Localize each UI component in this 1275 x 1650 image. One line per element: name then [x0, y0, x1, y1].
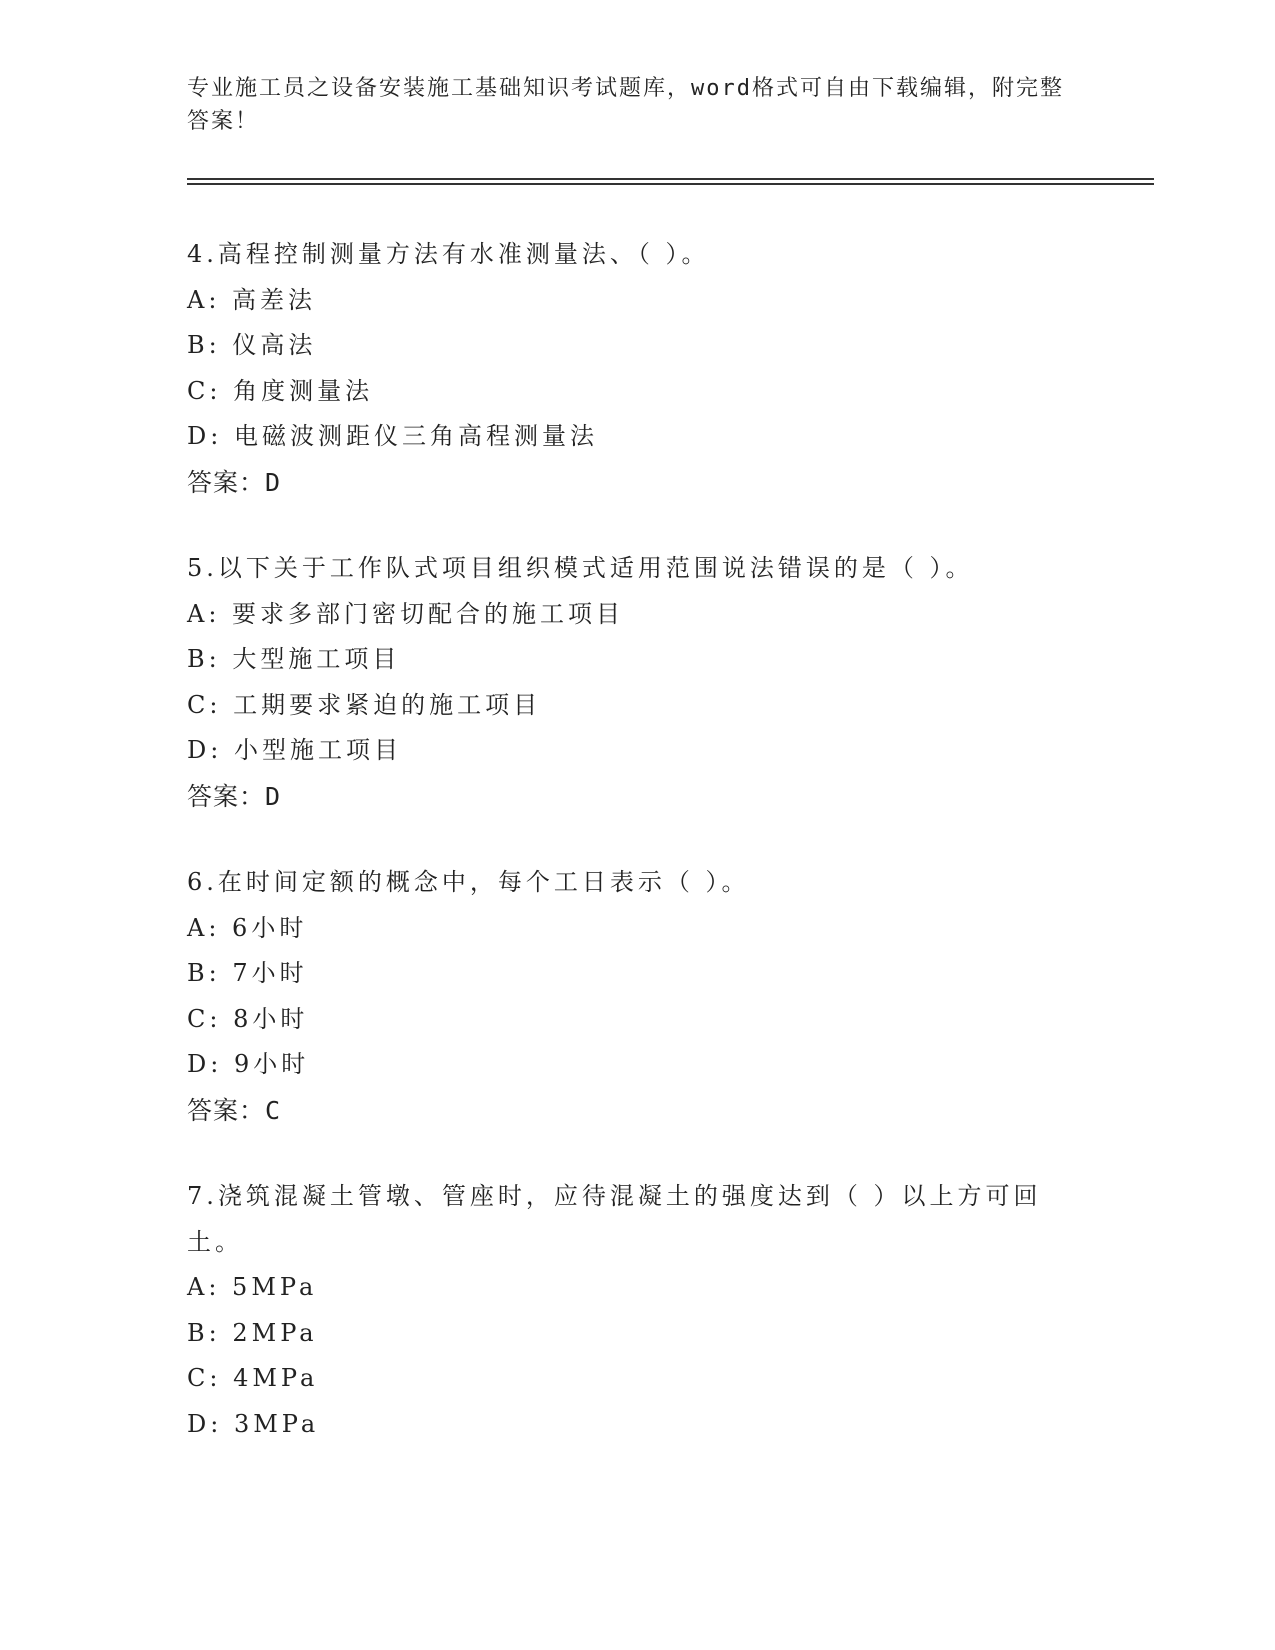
option-c: C: 角度测量法 — [187, 376, 374, 405]
option-d: D: 小型施工项目 — [187, 736, 402, 764]
option-a: A: 要求多部门密切配合的施工项目 — [187, 599, 625, 628]
option-b: B: 2MPa — [187, 1318, 318, 1347]
option-a: A: 高差法 — [187, 285, 317, 314]
answer-text: 答案：D — [187, 467, 282, 497]
header-divider-bottom — [187, 183, 1154, 185]
answer-text: 答案：C — [187, 1095, 282, 1125]
question-list — [187, 232, 1087, 1488]
question-5 — [187, 546, 1087, 819]
answer-text: 答案：D — [187, 781, 282, 811]
option-c: C: 4MPa — [187, 1364, 319, 1392]
question-stem: 7.浇筑混凝土管墩、管座时，应待混凝土的强度达到（ ）以上方可回土。 — [187, 1182, 1042, 1256]
question-stem: 6.在时间定额的概念中，每个工日表示（ ）。 — [187, 868, 750, 896]
header-divider-top — [187, 178, 1154, 180]
option-d: D: 9小时 — [187, 1050, 310, 1078]
question-4 — [187, 232, 1087, 505]
option-c: C: 工期要求紧迫的施工项目 — [187, 690, 542, 719]
option-c: C: 8小时 — [187, 1004, 309, 1033]
question-stem: 5.以下关于工作队式项目组织模式适用范围说法错误的是（ ）。 — [187, 554, 974, 582]
option-a: A: 5MPa — [187, 1273, 318, 1301]
option-d: D: 电磁波测距仪三角高程测量法 — [187, 422, 598, 450]
option-a: A: 6小时 — [187, 913, 308, 942]
option-b: B: 7小时 — [187, 959, 308, 987]
option-b: B: 大型施工项目 — [187, 645, 401, 673]
option-b: B: 仪高法 — [187, 331, 317, 359]
question-stem: 4.高程控制测量方法有水准测量法、（ ）。 — [187, 240, 710, 268]
option-d: D: 3MPa — [187, 1409, 320, 1438]
question-7 — [187, 1174, 1087, 1447]
question-6 — [187, 860, 1087, 1133]
document-header: 专业施工员之设备安装施工基础知识考试题库，word格式可自由下载编辑，附完整答案！ — [187, 76, 1064, 134]
